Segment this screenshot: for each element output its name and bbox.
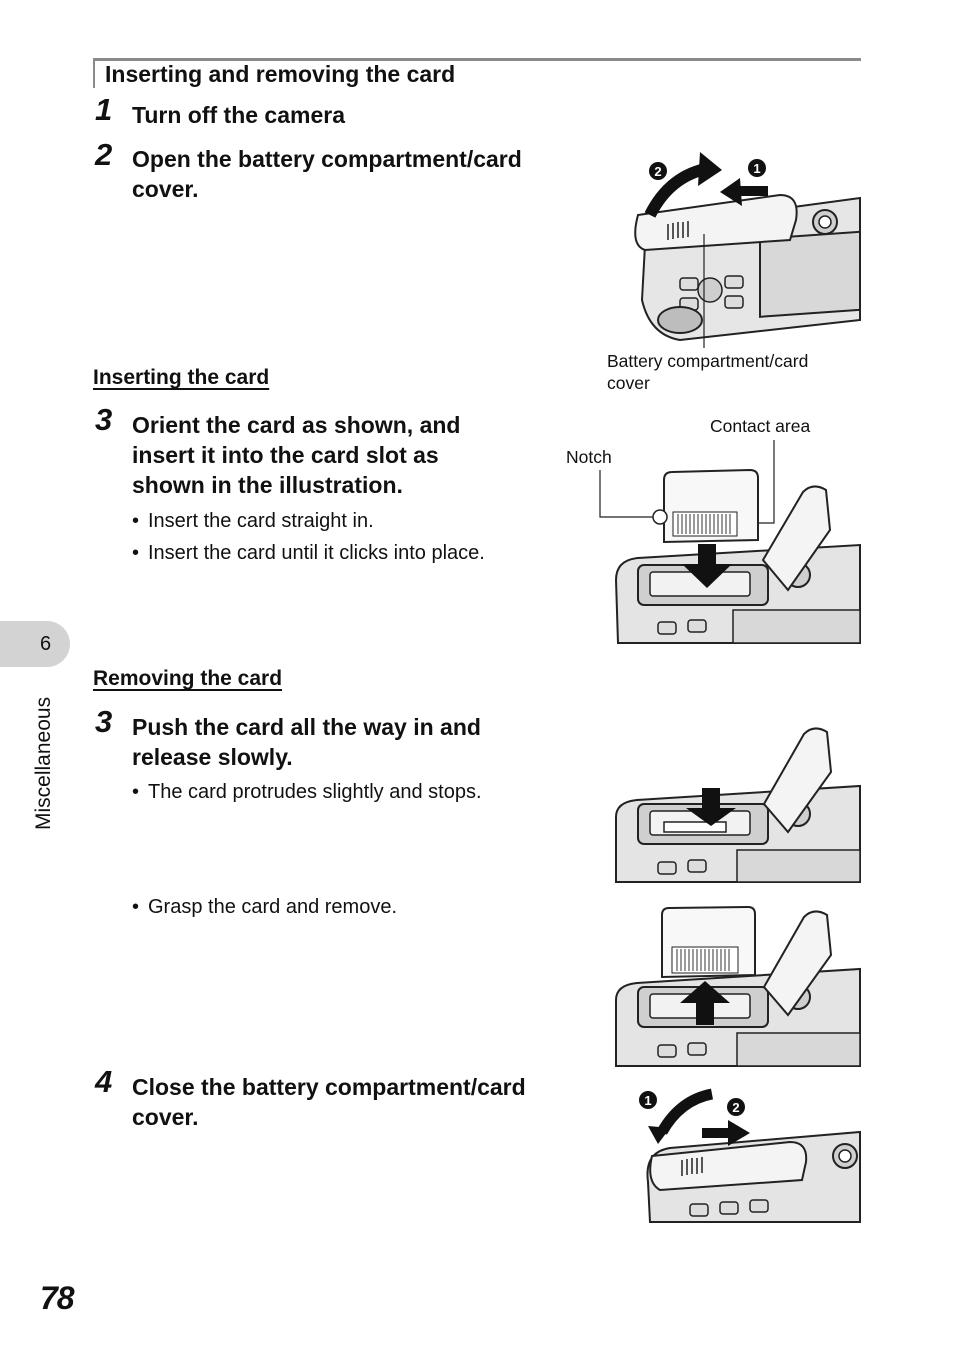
- step-3-insert-line-2: insert it into the card slot as: [132, 442, 439, 468]
- bullet-dot: •: [132, 510, 140, 532]
- step-2-line-1: Open the battery compartment/card: [132, 146, 522, 172]
- insert-card-illustration: [598, 440, 862, 645]
- step-number-3-insert: 3: [95, 402, 113, 437]
- cover-caption: [607, 350, 808, 394]
- step-1-text: Turn off the camera: [132, 102, 345, 128]
- step-number-4: 4: [95, 1064, 113, 1099]
- bullet-dot: •: [132, 896, 140, 918]
- marker-2: 2: [654, 164, 662, 179]
- chapter-tab: [0, 621, 70, 667]
- bullet-dot: •: [132, 781, 140, 803]
- step-4-line-1: Close the battery compartment/card: [132, 1074, 526, 1100]
- marker-1: 1: [753, 161, 761, 176]
- bullet-insert-straight: [132, 510, 374, 533]
- close-cover-illustration: [630, 1082, 862, 1224]
- marker-1: 1: [644, 1093, 652, 1108]
- bullet-text: Grasp the card and remove.: [148, 896, 398, 918]
- step-number-1: 1: [95, 92, 113, 127]
- step-4-text: [132, 1072, 526, 1132]
- marker-2: 2: [732, 1100, 740, 1115]
- bullet-insert-clicks: [132, 542, 485, 565]
- bullet-grasp: [132, 896, 397, 919]
- subhead-inserting: Inserting the card: [93, 366, 270, 389]
- step-2-text: [132, 144, 522, 204]
- bullet-text: Insert the card straight in.: [148, 510, 374, 532]
- step-2-line-2: cover.: [132, 176, 199, 202]
- remove-card-illustration: [612, 905, 862, 1068]
- page-number: 78: [40, 1280, 74, 1316]
- cover-caption-line-2: cover: [607, 373, 650, 393]
- bullet-text: Insert the card until it clicks into place.: [148, 542, 485, 564]
- step-4-line-2: cover.: [132, 1104, 199, 1130]
- chapter-number: 6: [40, 633, 52, 655]
- step-3-insert-text: [132, 410, 460, 500]
- step-number-2: 2: [95, 137, 113, 172]
- step-3-insert-line-3: shown in the illustration.: [132, 472, 403, 498]
- notch-caption: Notch: [566, 447, 612, 467]
- bullet-text: The card protrudes slightly and stops.: [148, 781, 482, 803]
- section-title: Inserting and removing the card: [105, 61, 456, 87]
- step-3-remove-text: [132, 712, 481, 772]
- bullet-protrudes: [132, 781, 482, 804]
- section-rule-tick: [93, 58, 95, 88]
- step-3-insert-line-1: Orient the card as shown, and: [132, 412, 461, 438]
- step-3-remove-line-2: release slowly.: [132, 744, 293, 770]
- open-cover-illustration: [600, 150, 862, 350]
- bullet-dot: •: [132, 542, 140, 564]
- subhead-removing: Removing the card: [93, 667, 283, 690]
- chapter-label: Miscellaneous: [32, 696, 55, 830]
- cover-caption-line-1: Battery compartment/card: [607, 351, 809, 371]
- step-number-3-remove: 3: [95, 704, 113, 739]
- contact-area-caption: Contact area: [710, 416, 811, 436]
- push-card-illustration: [612, 722, 862, 884]
- step-3-remove-line-1: Push the card all the way in and: [132, 714, 481, 740]
